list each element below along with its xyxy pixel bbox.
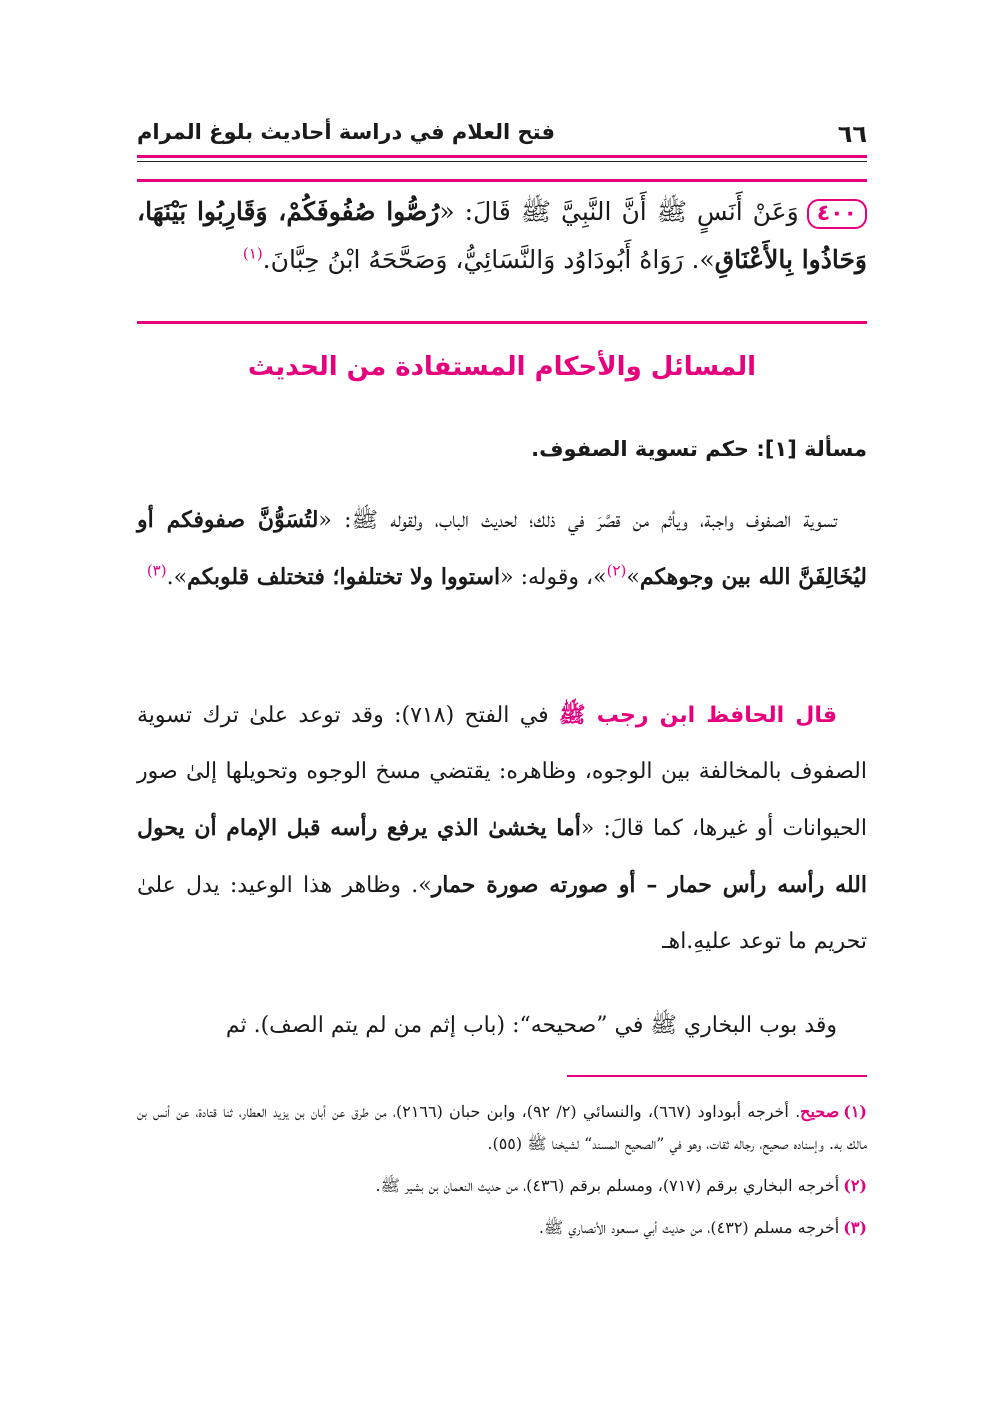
hadith-quote: رُصُّوا صُفُوفَكُمْ، وَقَارِبُوا بَيْنَهَا، وَحَاذُوا بِالأَعْنَاقِ [137, 197, 867, 274]
book-title: فتح العلام في دراسة أحاديث بلوغ المرام [137, 120, 555, 144]
paragraph-2 [137, 688, 867, 970]
paragraph-1-text-a: تسوية الصفوف واجبة، ويأثم من قصَّرَ في ذلك؛ لحديث الباب، ولقوله ﷺ: « [318, 508, 838, 533]
footnotes [137, 1096, 867, 1254]
footnote-grade: صحيح [800, 1102, 840, 1121]
footnote-text: أخرجه مسلم (٤٣٢)، من حديث أبي مسعود الأنصاري ﷺ. [538, 1218, 840, 1237]
paragraph-3-text: وقد بوب البخاري ﷺ في ”صحيحه“: (باب إثم من لم يتم الصف). ثم [225, 1013, 837, 1038]
paragraph-3 [137, 998, 867, 1054]
footnote-number: (١) [843, 1102, 867, 1121]
hadith-block [137, 188, 867, 284]
hadith-top-rule [137, 179, 867, 182]
hadith-number-badge: ٤٠٠ [807, 199, 867, 229]
footnote-text: أخرجه البخاري برقم (٧١٧)، ومسلم برقم (٤٣٦)، من حديث النعمان بن بشير ﷺ. [375, 1176, 840, 1195]
footnote-ref-1[interactable]: (١) [242, 244, 263, 263]
footnote-number: (٢) [843, 1176, 867, 1195]
footnote-number: (٣) [843, 1218, 867, 1237]
footnote-ref-2[interactable]: (٢) [606, 561, 627, 580]
header-rule-pink [137, 155, 867, 158]
footnote-2 [137, 1170, 867, 1202]
hadith-intro: وَعَنْ أَنَسٍ ﷺ أَنَّ النَّبِيَّ ﷺ قَالَ: « [439, 197, 799, 226]
paragraph-2-text-b: ». وظاهر هذا الوعيد: يدل علىٰ تحريم ما توعد عليهِ.اهـ [137, 873, 867, 954]
issue-heading: مسألة [١]: حكم تسوية الصفوف. [531, 437, 867, 461]
page-number: ٦٦ [837, 120, 867, 148]
paragraph-1-quote-b: استووا ولا تختلفوا؛ فتختلف قلوبكم [187, 564, 501, 590]
paragraph-1-quote-a: لتُسَوُّنَّ صفوفكم أو ليُخَالِفَنَّ الله بين وجوهكم [137, 507, 867, 590]
section-title: المسائل والأحكام المستفادة من الحديث [247, 352, 757, 382]
footnote-1 [137, 1096, 867, 1160]
footnote-separator [567, 1075, 867, 1077]
hadith-bottom-rule [137, 321, 867, 324]
header-rule-thin [137, 161, 867, 162]
running-header [137, 112, 867, 156]
paragraph-1-text-b: »، وقوله: « [500, 565, 607, 590]
footnote-3 [137, 1212, 867, 1244]
footnote-ref-3[interactable]: (٣) [146, 561, 167, 580]
paragraph-1-text-b-pre: » [626, 565, 640, 590]
paragraph-2-lead: قال الحافظ ابن رجب ﷺ [559, 703, 837, 728]
footnote-text: . أخرجه أبوداود (٦٦٧)، والنسائي (٢/ ٩٢)، وابن حبان (٢١٦٦)، من طرق عن أبان بن يزيد العطار، ثنا قتادة، عن أنس بن مالك به. وإسناده صحيح، رجاله ثقات، وهو في ”الصحيح المسند“ لشيخنا ﷺ (٥٥). [137, 1102, 867, 1153]
paragraph-1 [137, 492, 867, 606]
paragraph-2-quote: أما يخشىٰ الذي يرفع رأسه قبل الإمام أن يحول الله رأسه رأس حمار – أو صورته صورة حمار [137, 815, 867, 898]
hadith-closing: ». رَوَاهُ أَبُودَاوُد وَالنَّسَائِيُّ، وَصَحَّحَهُ ابْنُ حِبَّانَ. [262, 245, 715, 274]
paragraph-2-text-a: في الفتح (٧١٨): وقد توعد علىٰ ترك تسوية الصفوف بالمخالفة بين الوجوه، وظاهره: يقتضي مسخ الوجوه وتحويلها إلىٰ صور الحيوانات أو غيرها، كما قالَ: « [137, 703, 867, 841]
paragraph-1-text-c: ». [166, 565, 188, 590]
